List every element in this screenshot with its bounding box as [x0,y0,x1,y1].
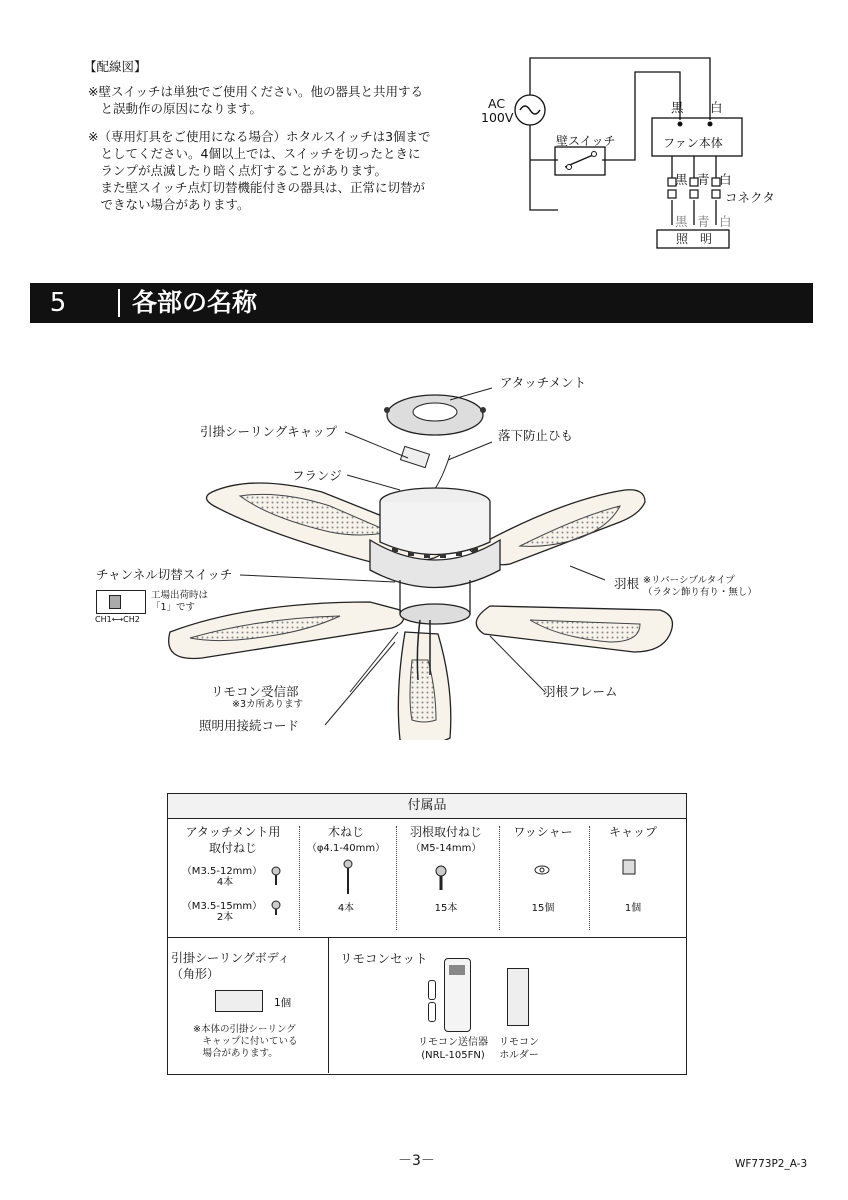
row-divider [168,937,686,938]
receiver-note: ※3カ所あります [232,699,304,710]
fall-cord-label: 落下防止ひも [498,428,574,443]
top-white-label: 白 [710,100,723,115]
top-black-label: 黒 [671,100,684,115]
accessories-title: 付属品 [168,794,686,819]
wiring-note-1: ※壁スイッチは単独でご使用ください。他の器具と共用する と誤動作の原因になります。 [88,84,423,116]
ceiling-body-icon [215,990,263,1012]
wood-screw-qty: 4本 [337,903,355,914]
col-divider [328,937,329,1073]
blade-screw-spec: （M5-14mm） [410,843,482,854]
conn-white-label: 白 [719,172,732,187]
remote-holder-icon [507,968,529,1026]
m35-15-spec: （M3.5-15mm） [181,901,263,912]
section-title: 各部の名称 [132,288,258,317]
blade-label: 羽根 [614,576,640,591]
lighting-label: 照 明 [676,232,713,246]
ac-label: AC [488,96,506,111]
m35-15-qty: 2本 [216,912,234,923]
section-header [30,283,813,323]
wood-screw-label: 木ねじ [327,825,364,839]
factory-note: 工場出荷時は 「1」です [151,590,209,613]
battery-icon [428,980,436,1000]
blade-screw-qty: 15本 [434,903,458,914]
section-divider [118,289,120,317]
channel-switch-label: チャンネル切替スイッチ [96,567,233,582]
screw-icon [272,860,446,915]
battery-icon [428,1002,436,1022]
wiring-diagram [470,50,800,260]
body-label: 引掛シーリングボディ （角形） [171,951,290,981]
blade-screw-label: 羽根取付ねじ [409,825,482,839]
ch-label: CH1⟷CH2 [95,615,140,624]
section-number: 5 [49,288,67,318]
low-blue-label: 青 [697,214,710,229]
receiver-label: リモコン受信部 [211,684,299,699]
light-cord-label: 照明用接続コード [199,718,300,733]
switch-knob-icon [109,595,121,609]
washer-label: ワッシャー [513,825,573,839]
blade-frame-label: 羽根フレーム [543,684,618,699]
wiring-heading: 【配線図】 [84,59,147,74]
wall-switch-label: 壁スイッチ [556,134,616,148]
transmitter-label: リモコン送信器 (NRL-105FN) [418,1037,488,1061]
attachment-label: アタッチメント [500,375,587,390]
conn-blue-label: 青 [697,172,710,187]
ac-voltage: 100V [481,110,514,125]
remote-transmitter-icon [444,958,471,1032]
cap-qty: 1個 [624,903,642,914]
body-qty: 1個 [274,997,292,1009]
low-white-label: 白 [719,214,732,229]
cap-icon [623,860,635,874]
channel-switch-icon [96,590,146,614]
page-number: －3－ [398,1153,435,1169]
wood-screw-spec: （φ4.1-40mm） [306,843,386,854]
ceiling-cap-label: 引掛シーリングキャップ [200,424,338,439]
low-black-label: 黒 [675,214,688,229]
body-note: ※本体の引掛シーリング キャップに付いている 場合があります。 [193,1024,298,1059]
attach-screw-label: アタッチメント用 取付ねじ [185,825,281,855]
accessory-icons [170,855,680,915]
m35-12-qty: 4本 [216,877,234,888]
blade-note: ※リバーシブルタイプ （ラタン飾り有り・無し） [643,575,757,598]
connector-label: コネクタ [725,190,775,205]
holder-label: リモコン ホルダー [499,1037,539,1061]
conn-black-label: 黒 [675,172,688,187]
wiring-note-2: ※（専用灯具をご使用になる場合）ホタルスイッチは3個まで としてください。4個以上では、スイッチを切ったときに ランプが点滅したり暗く点灯することがあります。 また壁スイッチ点灯切替機能付きの器具は、正常に切替が できない場合があります。 [88,129,431,212]
remote-set-label: リモコンセット [340,951,428,966]
washer-qty: 15個 [531,903,555,914]
fan-body-label: ファン本体 [663,136,723,150]
cap-label: キャップ [608,825,657,839]
document-code: WF773P2_A-3 [735,1158,808,1170]
m35-12-spec: （M3.5-12mm） [181,866,263,877]
flange-label: フランジ [292,468,342,483]
